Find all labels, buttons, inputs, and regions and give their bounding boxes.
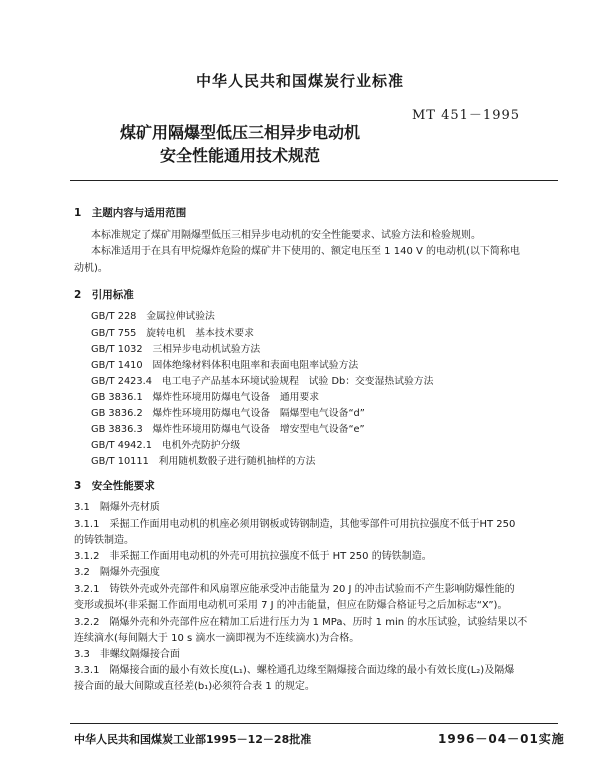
approval-statement: 中华人民共和国煤炭工业部1995－12－28批准 xyxy=(74,733,312,746)
clause-3-1-1: 3.1.1 采掘工作面用电动机的机座必须用钢板或铸钢制造，其他零部件可用抗拉强度不低于HT 250 xyxy=(74,519,516,530)
document-title-line2: 安全性能通用技术规范 xyxy=(159,146,320,165)
reference-item: GB 3836.3 爆炸性环境用防爆电气设备 增安型电气设备“e” xyxy=(91,424,365,435)
reference-item: GB/T 1032 三相异步电动机试验方法 xyxy=(91,344,261,355)
section-1-heading: 1 主题内容与适用范围 xyxy=(74,207,187,219)
section-1-para-2-cont: 动机)。 xyxy=(74,263,108,274)
issuing-body-header: 中华人民共和国煤炭行业标准 xyxy=(195,72,404,90)
reference-item: GB/T 228 金属拉伸试验法 xyxy=(91,311,215,322)
reference-item: GB/T 755 旋转电机 基本技术要求 xyxy=(91,328,254,339)
document-title-line1: 煤矿用隔爆型低压三相异步电动机 xyxy=(119,123,360,142)
title-divider xyxy=(70,180,558,181)
clause-3-1-2: 3.1.2 非采掘工作面用电动机的外壳可用抗拉强度不低于 HT 250 的铸铁制造。 xyxy=(74,551,432,562)
reference-item: GB 3836.1 爆炸性环境用防爆电气设备 通用要求 xyxy=(91,392,320,403)
clause-3-2-2: 3.2.2 隔爆外壳和外壳部件应在精加工后进行压力为 1 MPa、历时 1 min 的水压试验，试验结果以不 xyxy=(74,617,528,628)
clause-3-1-heading: 3.1 隔爆外壳材质 xyxy=(74,502,160,513)
clause-3-2-1-cont: 变形或损坏(非采掘工作面用电动机可采用 7 J 的冲击能量，但应在防爆合格证号之后加标志“X”)。 xyxy=(74,600,508,611)
clause-3-3-1-cont: 接合面的最大间隙或直径差(b₁)必须符合表 1 的规定。 xyxy=(74,681,315,692)
clause-3-2-heading: 3.2 隔爆外壳强度 xyxy=(74,567,160,578)
footer-divider xyxy=(70,723,558,724)
section-2-heading: 2 引用标准 xyxy=(74,289,134,301)
effective-date: 1996－04－01实施 xyxy=(438,732,565,746)
section-3-heading: 3 安全性能要求 xyxy=(74,480,155,492)
clause-3-3-heading: 3.3 非螺纹隔爆接合面 xyxy=(74,649,180,660)
clause-3-3-1: 3.3.1 隔爆接合面的最小有效长度(L₁)、螺栓通孔边缘至隔爆接合面边缘的最小有效长度(L₂)及隔爆 xyxy=(74,665,515,676)
clause-3-2-2-cont: 连续滴水(每间隔大于 10 s 滴水一滴即视为不连续滴水)为合格。 xyxy=(74,633,360,644)
section-1-para-2: 本标准适用于在具有甲烷爆炸危险的煤矿井下使用的、额定电压至 1 140 V 的电动机(以下简称电 xyxy=(91,246,520,257)
section-1-para-1: 本标准规定了煤矿用隔爆型低压三相异步电动机的安全性能要求、试验方法和检验规则。 xyxy=(91,230,481,241)
reference-item: GB/T 2423.4 电工电子产品基本环境试验规程 试验 Db：交变湿热试验方法 xyxy=(91,376,434,387)
clause-3-2-1: 3.2.1 铸铁外壳或外壳部件和风扇罩应能承受冲击能量为 20 J 的冲击试验而不产生影响防爆性能的 xyxy=(74,584,515,595)
standard-code: MT 451－1995 xyxy=(412,108,521,123)
clause-3-1-1-cont: 的铸铁制造。 xyxy=(74,535,134,546)
reference-item: GB/T 4942.1 电机外壳防护分级 xyxy=(91,440,241,451)
reference-item: GB/T 10111 利用随机数骰子进行随机抽样的方法 xyxy=(91,456,316,467)
reference-item: GB/T 1410 固体绝缘材料体积电阻率和表面电阻率试验方法 xyxy=(91,360,359,371)
reference-item: GB 3836.2 爆炸性环境用防爆电气设备 隔爆型电气设备“d” xyxy=(91,408,365,419)
